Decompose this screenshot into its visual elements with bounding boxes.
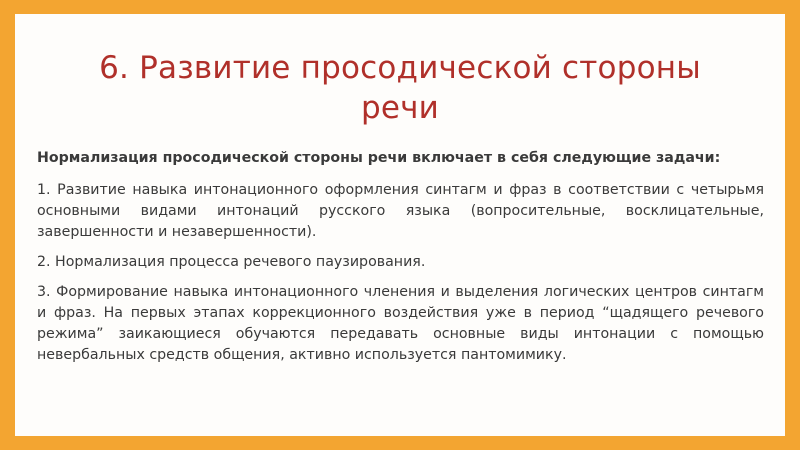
slide-body [37, 148, 764, 375]
task-item-1: 1. Развитие навыка интонационного оформления синтагм и фраз в соответствии с четырьмя основными видами интонаций русского языка (вопросительные, восклицательные, завершенности и незавершенности). [37, 182, 764, 240]
slide-title-line-1: 6. Развитие просодической стороны [99, 50, 701, 86]
task-item-3: 3. Формирование навыка интонационного членения и выделения логических центров синтагм и фраз. На первых этапах коррекционного воздействия уже в период “щадящего речевого режима” заикающиеся обучаются передавать основные виды интонации с помощью невербальных средств общения, активно используется пантомимику. [37, 284, 764, 363]
slide-title-line-2: речи [360, 90, 439, 126]
slide-title [15, 48, 785, 128]
task-item-2: 2. Нормализация процесса речевого паузирования. [37, 254, 426, 270]
lead-paragraph: Нормализация просодической стороны речи включает в себя следующие задачи: [37, 150, 721, 166]
slide [15, 14, 785, 436]
